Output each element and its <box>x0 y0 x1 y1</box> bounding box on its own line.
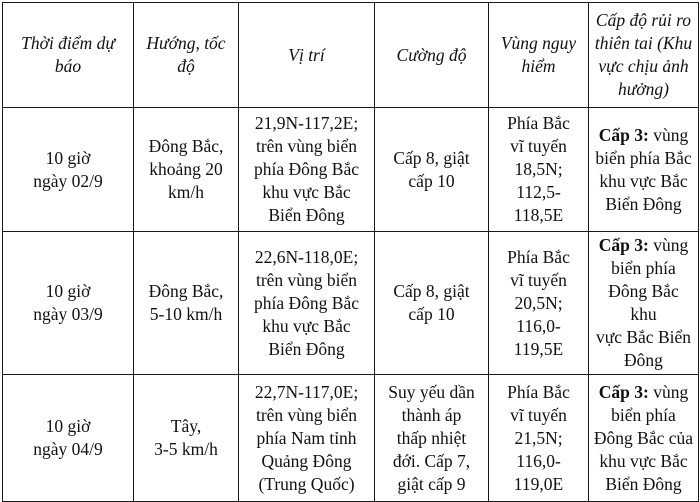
cell-danger-zone: Phía Bắc vĩ tuyến 18,5N; 112,5- 118,5E <box>489 108 589 232</box>
cell-risk <box>589 108 699 232</box>
header-danger-zone: Vùng nguy hiểm <box>489 3 589 108</box>
header-forecast-time: Thời điểm dự báo <box>3 3 134 108</box>
cell-direction-speed: Đông Bắc, khoảng 20 km/h <box>134 108 239 232</box>
table-body <box>3 108 699 502</box>
cell-risk <box>589 375 699 502</box>
header-position: Vị trí <box>239 3 375 108</box>
risk-area-text: vùng biển phía Đông Bắc khu vực Bắc Biển Đông <box>595 235 691 370</box>
cell-position: 21,9N-117,2E; trên vùng biển phía Đông Bắc khu vực Bắc Biển Đông <box>239 108 375 232</box>
header-row <box>3 3 699 108</box>
cell-intensity: Cấp 8, giật cấp 10 <box>375 108 489 232</box>
risk-area-text: vùng biển phía Đông Bắc của khu vực Bắc Biển Đông <box>593 381 694 494</box>
header-intensity: Cường độ <box>375 3 489 108</box>
cell-danger-zone: Phía Bắc vĩ tuyến 20,5N; 116,0- 119,5E <box>489 232 589 375</box>
table-header <box>3 3 699 108</box>
header-direction-speed: Hướng, tốc độ <box>134 3 239 108</box>
risk-level-label: Cấp 3: <box>598 381 649 402</box>
cell-intensity: Suy yếu dần thành áp thấp nhiệt đới. Cấp 7, giật cấp 9 <box>375 375 489 502</box>
cell-direction-speed: Tây, 3-5 km/h <box>134 375 239 502</box>
cell-danger-zone: Phía Bắc vĩ tuyến 21,5N; 116,0- 119,0E <box>489 375 589 502</box>
cell-position: 22,6N-118,0E; trên vùng biển phía Đông Bắc khu vực Bắc Biển Đông <box>239 232 375 375</box>
risk-level-label: Cấp 3: <box>598 124 649 145</box>
table-row <box>3 108 699 232</box>
risk-level-label: Cấp 3: <box>598 235 649 255</box>
cell-forecast-time: 10 giờ ngày 02/9 <box>3 108 134 232</box>
header-risk-level: Cấp độ rủi ro thiên tai (Khu vực chịu ảnh hưởng) <box>589 3 699 108</box>
table-row <box>3 232 699 375</box>
cell-risk <box>589 232 699 375</box>
cell-direction-speed: Đông Bắc, 5-10 km/h <box>134 232 239 375</box>
forecast-table <box>2 2 699 502</box>
cell-intensity: Cấp 8, giật cấp 10 <box>375 232 489 375</box>
risk-area-text: vùng biển phía Bắc khu vực Bắc Biển Đông <box>595 124 692 214</box>
cell-forecast-time: 10 giờ ngày 03/9 <box>3 232 134 375</box>
table-row <box>3 375 699 502</box>
cell-forecast-time: 10 giờ ngày 04/9 <box>3 375 134 502</box>
cell-position: 22,7N-117,0E; trên vùng biển phía Nam tỉnh Quảng Đông (Trung Quốc) <box>239 375 375 502</box>
